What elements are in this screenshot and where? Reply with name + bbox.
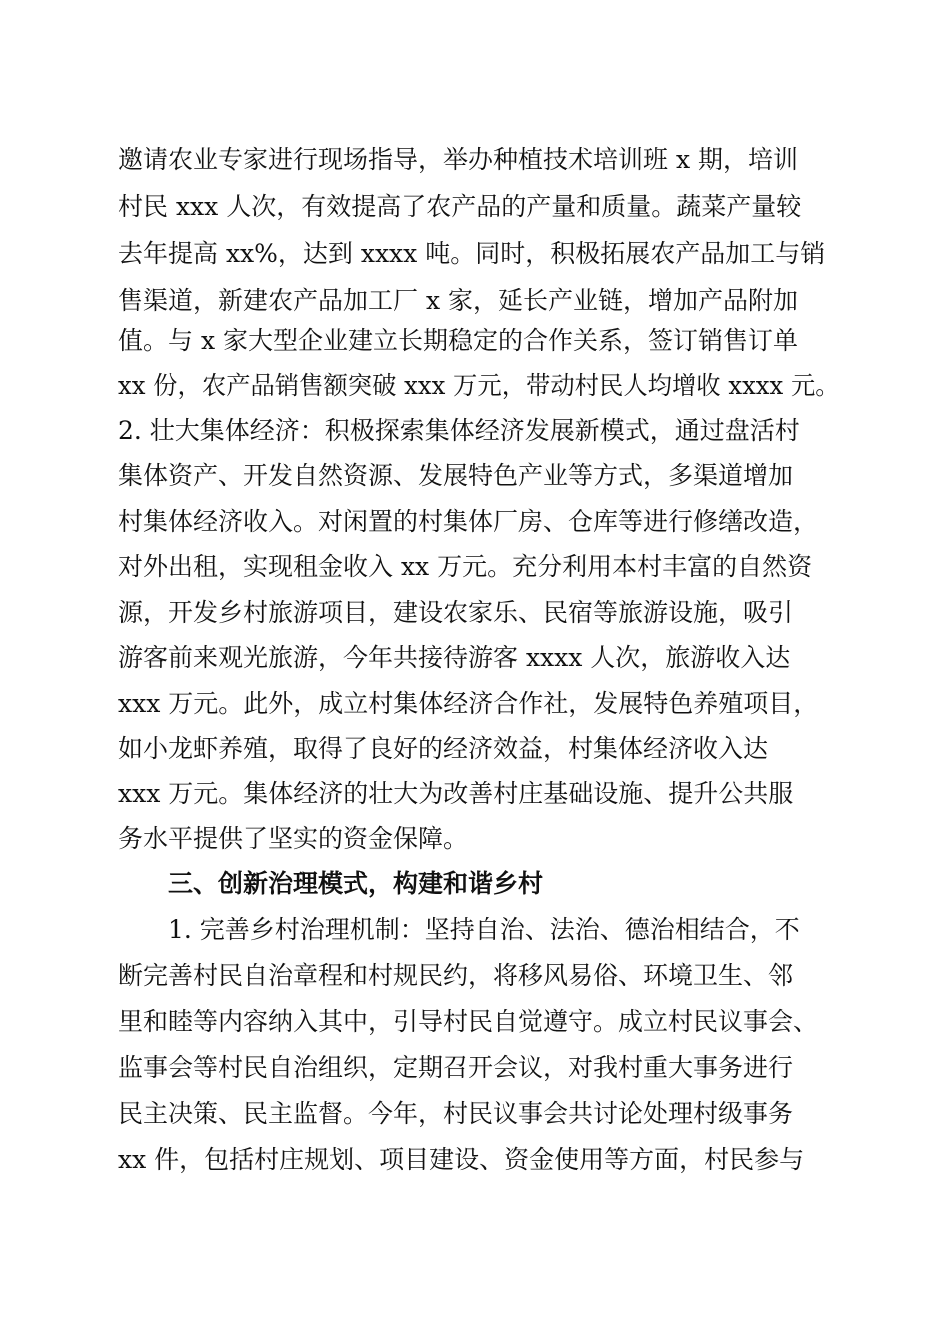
text-line: 去年提高 xx%，达到 xxxx 吨。同时，积极拓展农产品加工与销: [118, 239, 826, 268]
text-line: 里和睦等内容纳入其中，引导村民自觉遵守。成立村民议事会、: [118, 1007, 819, 1036]
text-line: 务水平提供了坚实的资金保障。: [118, 824, 469, 853]
text-line: xx 份，农产品销售额突破 xxx 万元，带动村民人均增收 xxxx 元。: [118, 371, 840, 400]
text-line: 村集体经济收入。对闲置的村集体厂房、仓库等进行修缮改造，: [118, 507, 819, 536]
text-line: 2. 壮大集体经济：积极探索集体经济发展新模式，通过盘活村: [118, 416, 800, 445]
text-line: 邀请农业专家进行现场指导，举办种植技术培训班 x 期，培训: [118, 145, 798, 174]
text-line: 民主决策、民主监督。今年，村民议事会共讨论处理村级事务: [118, 1099, 794, 1128]
text-line: 游客前来观光旅游，今年共接待游客 xxxx 人次，旅游收入达: [118, 643, 791, 672]
text-line: 村民 xxx 人次，有效提高了农产品的产量和质量。蔬菜产量较: [118, 192, 802, 221]
text-line: 值。与 x 家大型企业建立长期稳定的合作关系，签订销售订单: [118, 326, 798, 355]
text-line: 1. 完善乡村治理机制：坚持自治、法治、德治相结合，不: [168, 915, 800, 944]
text-line: xx 件，包括村庄规划、项目建设、资金使用等方面，村民参与: [118, 1145, 805, 1174]
text-line: 断完善村民自治章程和村规民约，将移风易俗、环境卫生、邻: [118, 961, 794, 990]
text-line: 如小龙虾养殖，取得了良好的经济效益，村集体经济收入达: [118, 734, 769, 763]
text-line: 对外出租，实现租金收入 xx 万元。充分利用本村丰富的自然资: [118, 552, 813, 581]
text-line: 售渠道，新建农产品加工厂 x 家，延长产业链，增加产品附加: [118, 286, 798, 315]
text-line: xxx 万元。此外，成立村集体经济合作社，发展特色养殖项目，: [118, 689, 819, 718]
section-heading: 三、创新治理模式，构建和谐乡村: [168, 869, 544, 898]
text-line: xxx 万元。集体经济的壮大为改善村庄基础设施、提升公共服: [118, 779, 794, 808]
text-line: 监事会等村民自治组织，定期召开会议，对我村重大事务进行: [118, 1053, 794, 1082]
text-line: 源，开发乡村旅游项目，建设农家乐、民宿等旅游设施，吸引: [118, 598, 794, 627]
text-line: 集体资产、开发自然资源、发展特色产业等方式，多渠道增加: [118, 461, 794, 490]
